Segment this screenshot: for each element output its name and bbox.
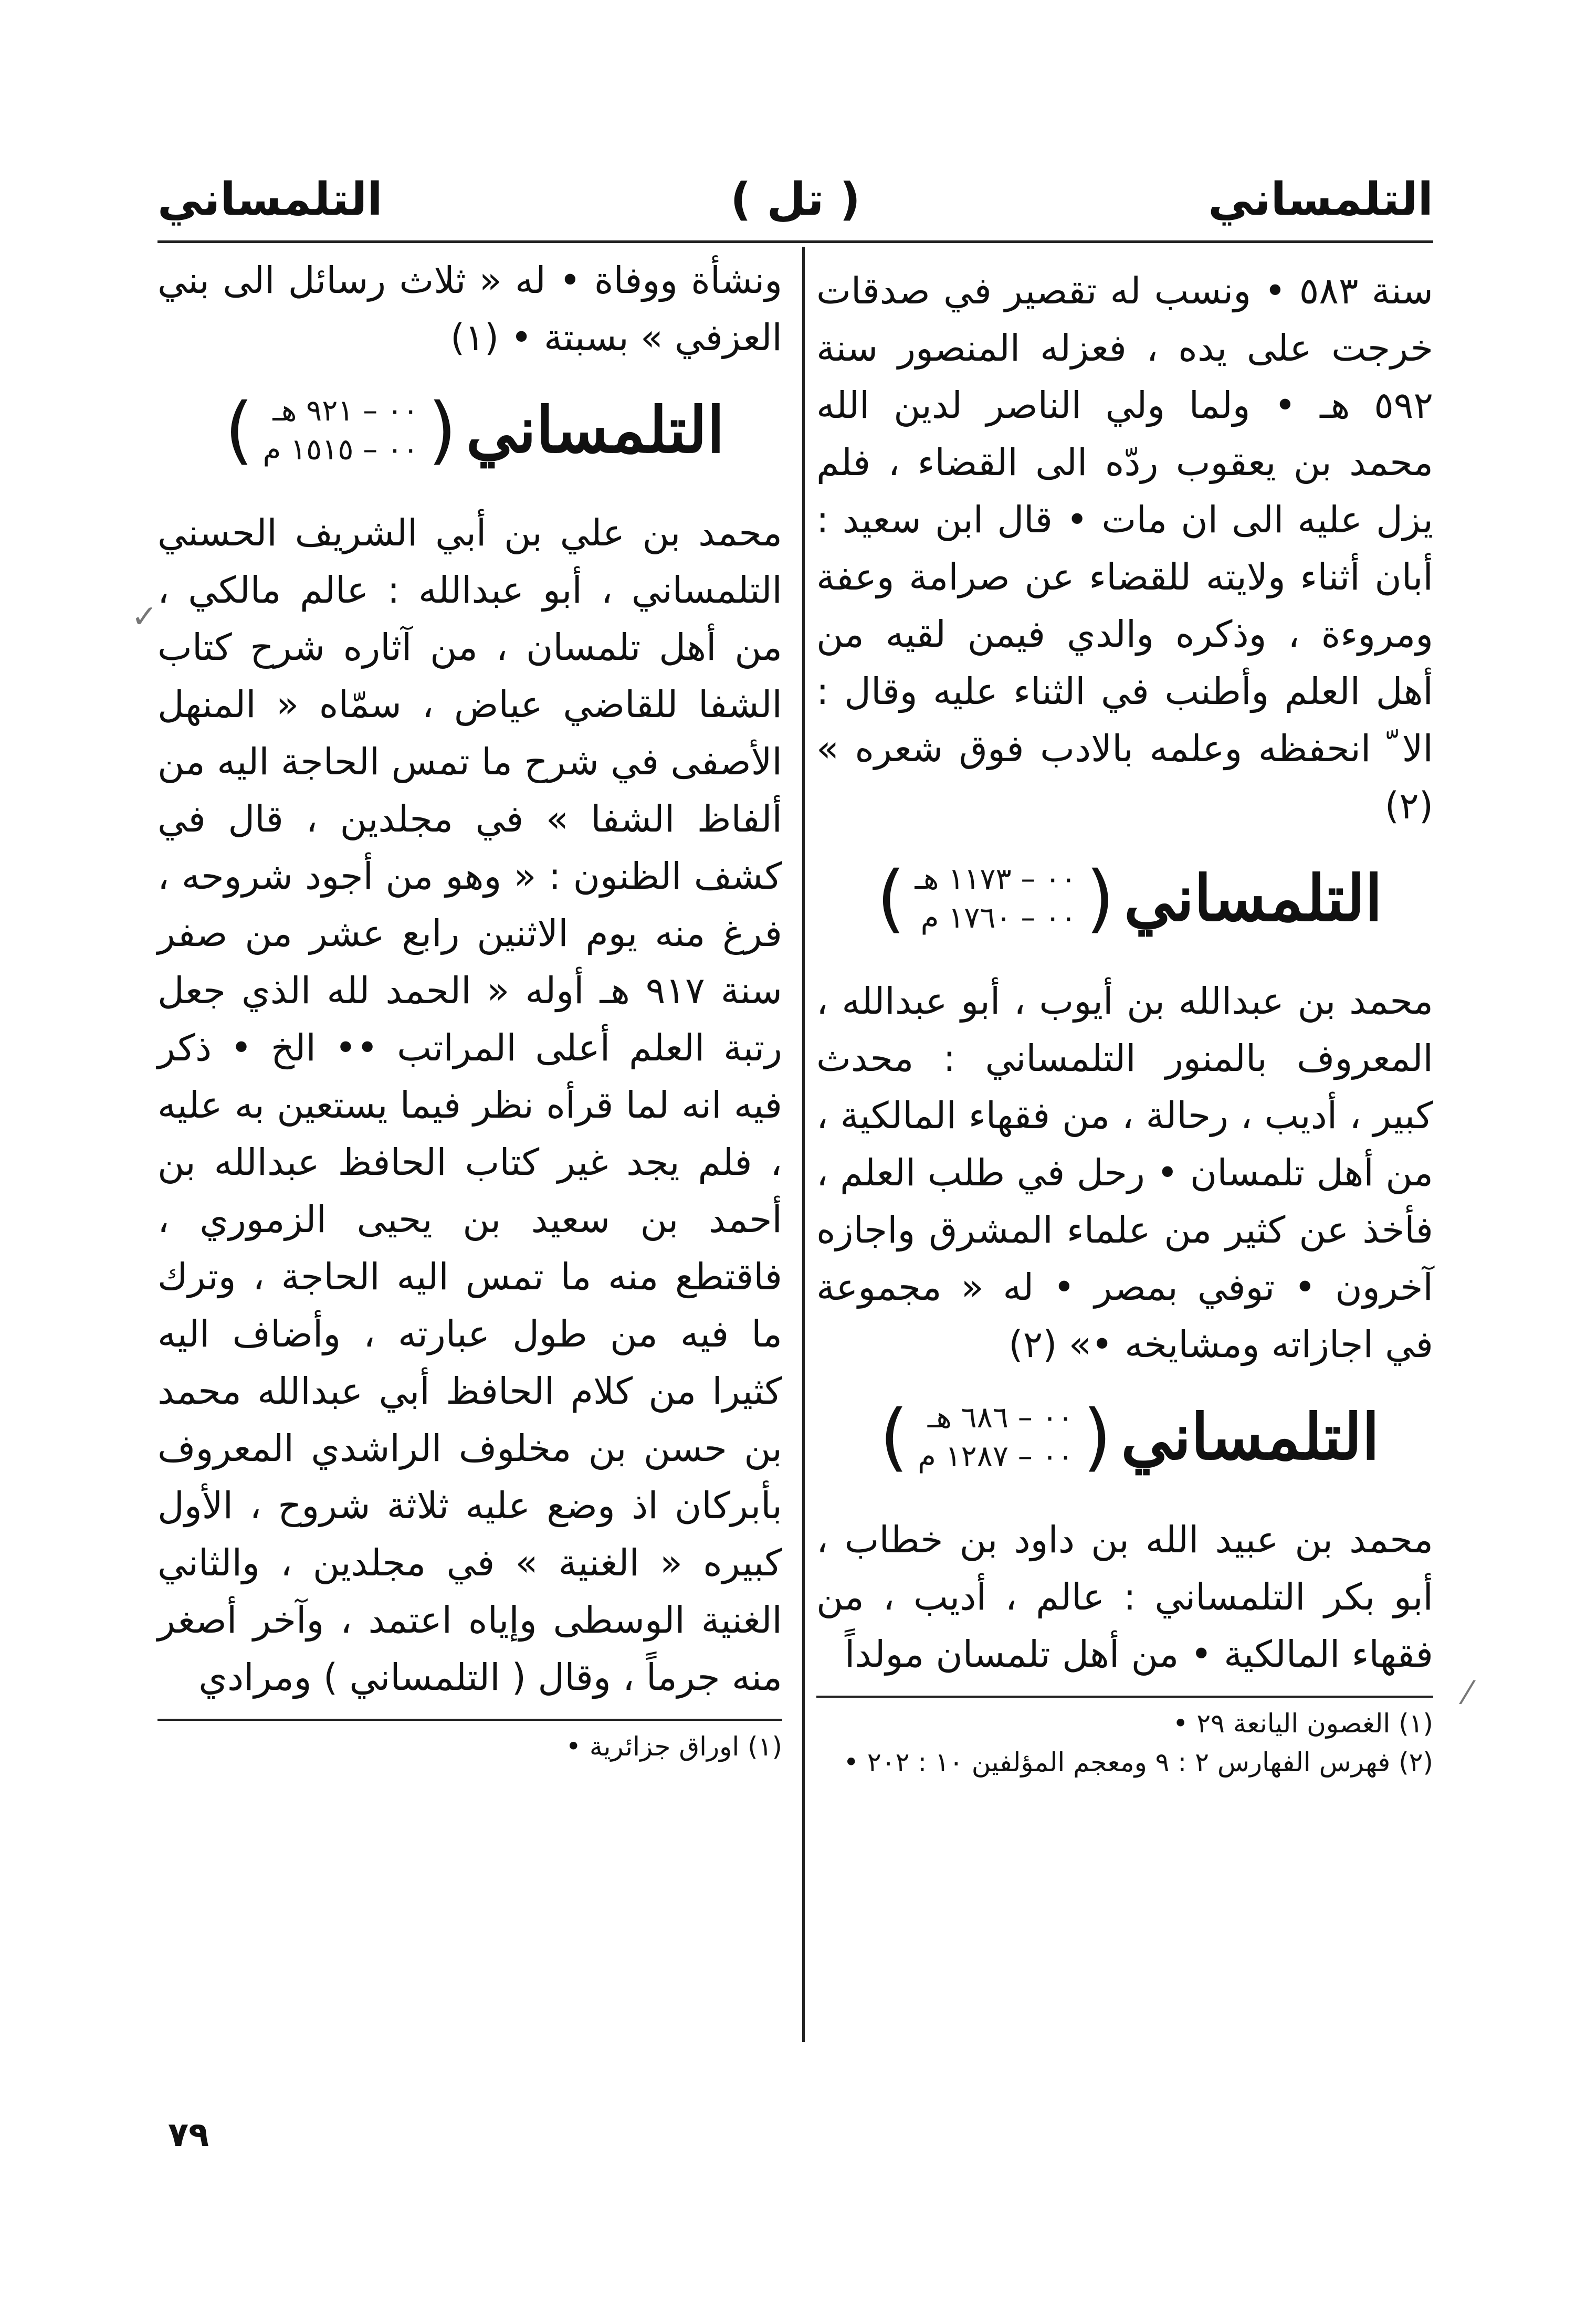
footnote: (١) اوراق جزائرية •	[565, 1731, 782, 1762]
entry-heading	[816, 1394, 1433, 1480]
gregorian-date: ٠٠ – ١٢٨٧ م	[918, 1439, 1074, 1474]
footnote: (١) الغصون اليانعة ٢٩ •	[1172, 1708, 1433, 1739]
header-rule	[157, 240, 1433, 243]
margin-pencil-mark: ⁄	[1465, 1675, 1470, 1711]
entry-dates	[263, 392, 419, 469]
right-intro-paragraph: سنة ٥٨٣ • ونسب له تقصير في صدقات خرجت على يده ، فعزله المنصور سنة ٥٩٢ هـ • ولما ولي الناصر لدين الله محمد بن يعقوب ردّه الى القضاء ، فلم يزل عليه الى ان مات • قال ابن سعيد : أبان أثناء ولايته للقضاء عن صرامة وعفة ومروءة ، وذكره والدي فيمن لقيه من أهل العلم وأطنب في الثناء عليه وقال : الا ّ انحفظه وعلمه بالادب فوق شعره » (٢)	[816, 269, 1433, 827]
running-header	[157, 173, 1433, 236]
gregorian-date: ٠٠ – ١٥١٥ م	[262, 432, 419, 467]
entry-body: محمد بن عبدالله بن أيوب ، أبو عبدالله ، المعروف بالمنور التلمساني : محدث كبير ، أديب ، رحالة ، من فقهاء المالكية ، من أهل تلمسان • رحل في طلب العلم ، فأخذ عن كثير من علماء المشرق واجازه آخرون • توفي بمصر • له « مجموعة في اجازاته ومشايخه •» (٢)	[816, 980, 1433, 1366]
close-paren: )	[224, 387, 254, 473]
entry-body: محمد بن عبيد الله بن داود بن خطاب ، أبو بكر التلمساني : عالم ، أديب ، من فقهاء المالكية • من أهل تلمسان مولداً	[816, 1518, 1433, 1676]
page-number: ٧٩	[168, 2116, 209, 2154]
entry-name: التلمساني	[1123, 861, 1383, 935]
header-right: التلمساني	[1208, 173, 1433, 226]
header-center: ( تل )	[730, 173, 860, 226]
margin-pencil-mark: ✓	[131, 598, 158, 635]
left-intro-paragraph: ونشأة ووفاة • له « ثلاث رسائل الى بني العزفي » بسبتة • (١)	[157, 259, 782, 359]
footnote-rule	[157, 1719, 782, 1721]
gregorian-date: ٠٠ – ١٧٦٠ م	[920, 900, 1077, 935]
footnote: (٢) فهرس الفهارس ٢ : ٩ ومعجم المؤلفين ١٠ : ٢٠٢ •	[843, 1747, 1433, 1778]
hijri-date: ٠٠ – ١١٧٣ هـ	[915, 861, 1077, 896]
entry-heading	[157, 387, 782, 473]
entry-name: التلمساني	[1121, 1400, 1380, 1474]
open-paren: (	[428, 387, 457, 473]
close-paren: )	[879, 1394, 909, 1480]
header-left: التلمساني	[157, 173, 383, 226]
footnote-rule	[816, 1696, 1433, 1698]
left-column	[157, 252, 782, 1766]
entry-dates	[915, 860, 1076, 938]
entry-body: محمد بن علي بن أبي الشريف الحسني التلمساني ، أبو عبدالله : عالم مالكي ، من أهل تلمسان ، من آثاره شرح كتاب الشفا للقاضي عياض ، سمّاه « المنهل الأصفى في شرح ما تمس الحاجة اليه من ألفاظ الشفا » في مجلدين ، قال في كشف الظنون : « وهو من أجود شروحه ، فرغ منه يوم الاثنين رابع عشر من صفر سنة ٩١٧ هـ أوله « الحمد لله الذي جعل رتبة العلم أعلى المراتب •• الخ • ذكر فيه انه لما قرأه نظر فيما يستعين به عليه ، فلم يجد غير كتاب الحافظ عبدالله بن أحمد بن سعيد بن يحيى الزموري ، فاقتطع منه ما تمس اليه الحاجة ، وترك ما فيه من طول عبارته ، وأضاف اليه كثيرا من كلام الحافظ أبي عبدالله محمد بن حسن بن مخلوف الراشدي المعروف بأبركان اذ وضع عليه ثلاثة شروح ، الأول كبيره « الغنية » في مجلدين ، والثاني الغنية الوسطى وإياه اعتمد ، وآخر أصغر منه جرماً ، وقال ( التلمساني ) ومرادي	[157, 511, 783, 1699]
close-paren: )	[876, 856, 906, 941]
hijri-date: ٠٠ – ٩٢١ هـ	[272, 393, 419, 428]
entry-dates	[918, 1398, 1074, 1476]
column-divider	[802, 247, 805, 2042]
right-column	[816, 262, 1433, 1782]
entry-name: التلمساني	[466, 393, 725, 467]
hijri-date: ٠٠ – ٦٨٦ هـ	[927, 1400, 1074, 1435]
open-paren: (	[1083, 1394, 1112, 1480]
entry-heading	[816, 856, 1433, 941]
open-paren: (	[1086, 856, 1115, 941]
